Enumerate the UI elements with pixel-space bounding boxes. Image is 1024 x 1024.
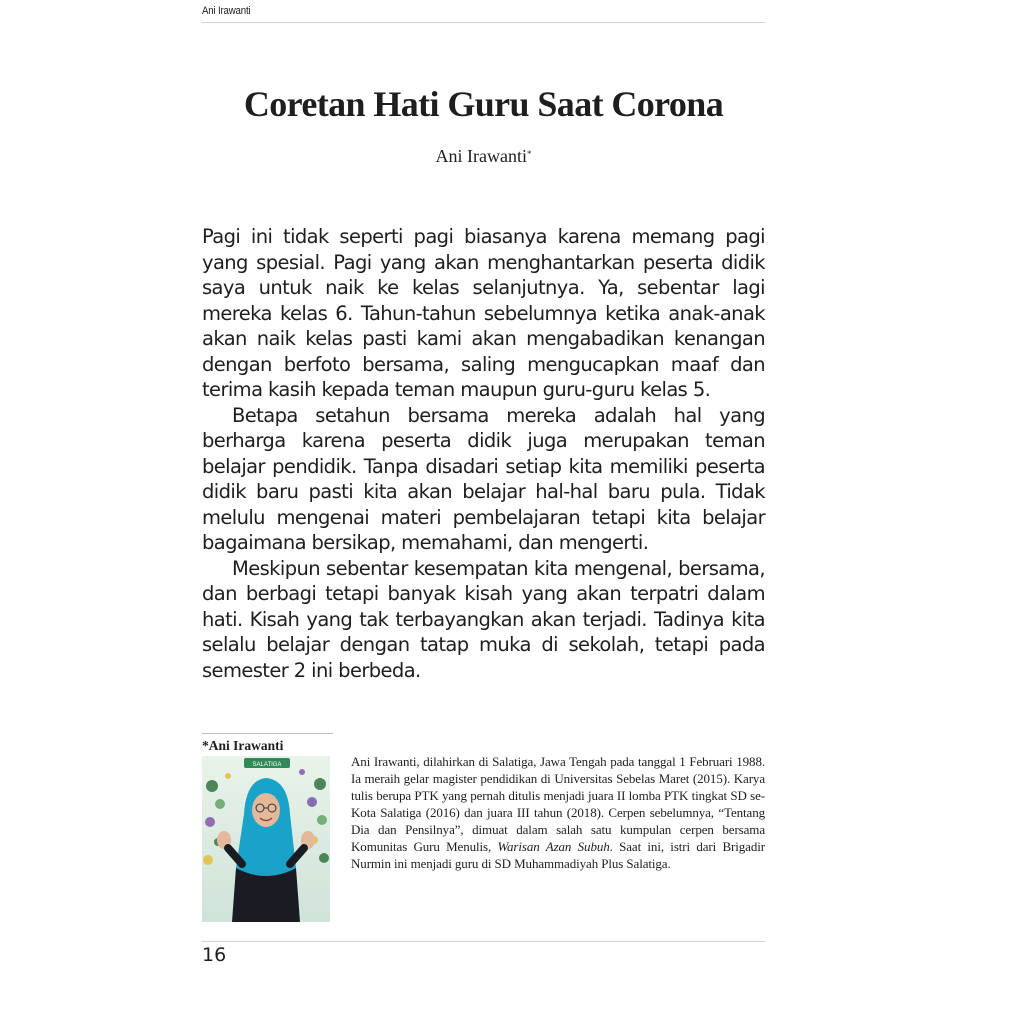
body-paragraph-2: Betapa setahun bersama mereka adalah hal yang berharga karena peserta didik juga merupakan teman belajar pendidik. Tanpa disadari setiap kita memiliki peserta didik baru pasti kita akan belajar hal-hal baru pula. Tidak melulu mengenai materi pembelajaran tetapi kita belajar bagaimana bersikap, memahami, dan mengerti.: [202, 403, 765, 554]
body-paragraph-1: Pagi ini tidak seperti pagi biasanya karena memang pagi yang spesial. Pagi yang akan menghantarkan peserta didik saya untuk naik ke kelas selanjutnya. Ya, sebentar lagi mereka kelas 6. Tahun-tahun sebelumnya ketika anak-anak akan naik kelas pasti kami akan mengabadikan kenangan dengan berfoto bersama, saling mengucapkan maaf dan terima kasih kepada teman maupun guru-guru kelas 5.: [202, 225, 765, 401]
author-footnote-mark: *: [526, 149, 532, 159]
footer-divider: [202, 941, 765, 942]
author-name: Ani Irawanti: [435, 146, 527, 166]
footnote-author-name: *Ani Irawanti: [202, 738, 284, 753]
footnote-biography: [351, 753, 765, 872]
photo-banner-text: SALATIGA: [252, 762, 282, 768]
article-body: [202, 224, 765, 683]
footnote-divider: [202, 733, 333, 734]
bio-book-title: Warisan Azan Subuh: [497, 839, 610, 854]
page-number: 16: [202, 944, 227, 966]
bio-text-after: . Saat ini, istri dari Brigadir Nurmin ini menjadi guru di SD Muhammadiyah Plus Salatiga.: [351, 839, 765, 871]
bio-text-before: Ani Irawanti, dilahirkan di Salatiga, Jawa Tengah pada tanggal 1 Februari 1988. Ia meraih gelar magister pendidikan di Universitas Sebelas Maret (2015). Karya tulis berupa PTK yang pernah ditulis menjadi juara II lomba PTK tingkat SD se-Kota Salatiga (2016) dan juara III tahun (2018). Cerpen sebelumnya, “Tentang Dia dan Pensilnya”, dimuat dalam salah satu kumpulan cerpen bersama Komunitas Guru Menulis,: [351, 754, 765, 854]
body-paragraph-3: Meskipun sebentar kesempatan kita mengenal, bersama, dan berbagi tetapi banyak kisah yang akan terpatri dalam hati. Kisah yang tak terbayangkan akan terjadi. Tadinya kita selalu belajar dengan tatap muka di sekolah, tetapi pada semester 2 ini berbeda.: [202, 556, 765, 682]
author-photo-illustration: [202, 756, 330, 922]
author-photo: [202, 756, 330, 922]
article-author: [202, 144, 765, 168]
header-divider: [202, 22, 765, 23]
article-title: Coretan Hati Guru Saat Corona: [243, 84, 724, 124]
running-header: Ani Irawanti: [202, 5, 251, 17]
